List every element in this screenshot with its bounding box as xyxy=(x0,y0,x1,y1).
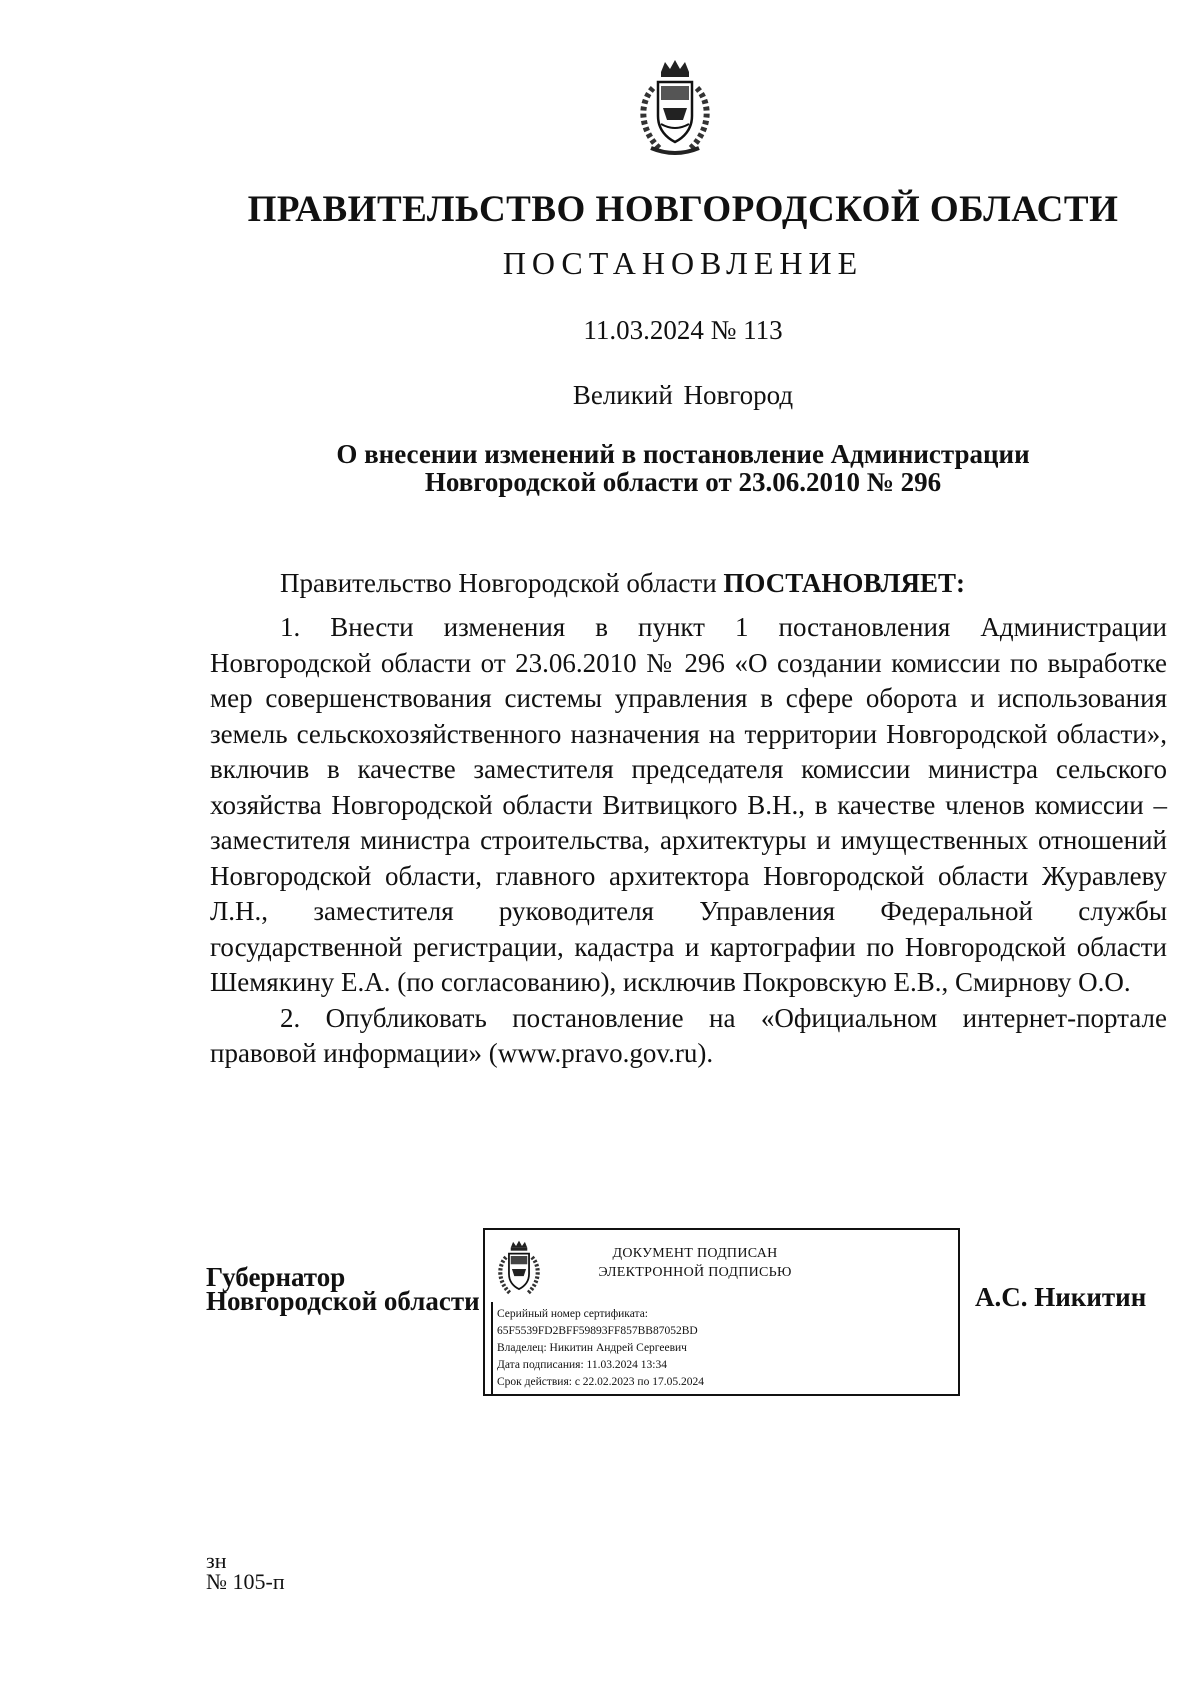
signing-date: Дата подписания: 11.03.2024 13:34 xyxy=(497,1359,667,1371)
government-title: ПРАВИТЕЛЬСТВО НОВГОРОДСКОЙ ОБЛАСТИ xyxy=(247,189,1119,230)
preamble xyxy=(280,568,965,599)
subject-line-1: О внесении изменений в постановление Администрации xyxy=(336,439,1030,469)
paragraph-1: 1. Внести изменения в пункт 1 постановления Администрации Новгородской области от 23.06.2010 № 296 «О создании комиссии по выработке мер совершенствования системы управления в сфере оборота и использования земель сельскохозяйственного назначения на территории Новгородской области», включив в качестве заместителя председателя комиссии министра сельского хозяйства Новгородской области Витвицкого В.Н., в качестве членов комиссии – заместителя министра строительства, архитектуры и имущественных отношений Новгородской области, главного архитектора Новгородской области Журавлеву Л.Н., заместителя руководителя Управления Федеральной службы государственной регистрации, кадастра и картографии по Новгородской области Шемякину Е.А. (по согласованию), исключив Покровскую Е.В., Смирнову О.О. xyxy=(210,612,1167,997)
document-date-number: 11.03.2024 № 113 xyxy=(583,315,783,345)
signatory-position xyxy=(206,1262,480,1316)
certificate-label: Серийный номер сертификата: xyxy=(497,1308,648,1320)
subject-line-2: Новгородской области от 23.06.2010 № 296 xyxy=(424,467,942,497)
coat-of-arms-icon xyxy=(631,58,719,158)
stamp-details xyxy=(497,1306,704,1391)
footer-line-1: зн xyxy=(206,1548,227,1573)
preamble-text: Правительство Новгородской области xyxy=(280,568,724,598)
footer-code xyxy=(206,1550,285,1592)
document-type: ПОСТАНОВЛЕНИЕ xyxy=(502,245,864,281)
paragraph-2: 2. Опубликовать постановление на «Официальном интернет-портале правовой информации» (www.pravo.gov.ru). xyxy=(210,1002,1167,1068)
position-line-2: Новгородской области xyxy=(206,1286,480,1316)
stamp-title xyxy=(565,1244,825,1282)
position-line-1: Губернатор xyxy=(206,1262,346,1292)
certificate-serial: 65F5539FD2BFF59893FF857BB87052BD xyxy=(497,1325,698,1337)
stamp-divider xyxy=(491,1302,493,1394)
stamp-title-line-2: ЭЛЕКТРОННОЙ ПОДПИСЬЮ xyxy=(598,1265,792,1280)
signatory-name: А.С. Никитин xyxy=(975,1282,1147,1312)
stamp-coat-of-arms-icon xyxy=(493,1238,545,1300)
document-body xyxy=(210,610,1167,1072)
document-subject xyxy=(0,440,1200,496)
stamp-title-line-1: ДОКУМЕНТ ПОДПИСАН xyxy=(612,1246,778,1261)
preamble-resolves: ПОСТАНОВЛЯЕТ: xyxy=(723,568,965,598)
certificate-validity: Срок действия: с 22.02.2023 по 17.05.2024 xyxy=(497,1376,704,1388)
footer-line-2: № 105-п xyxy=(206,1569,285,1594)
document-city: Великий Новгород xyxy=(572,380,794,410)
electronic-signature-stamp xyxy=(483,1228,960,1396)
certificate-owner: Владелец: Никитин Андрей Сергеевич xyxy=(497,1342,687,1354)
